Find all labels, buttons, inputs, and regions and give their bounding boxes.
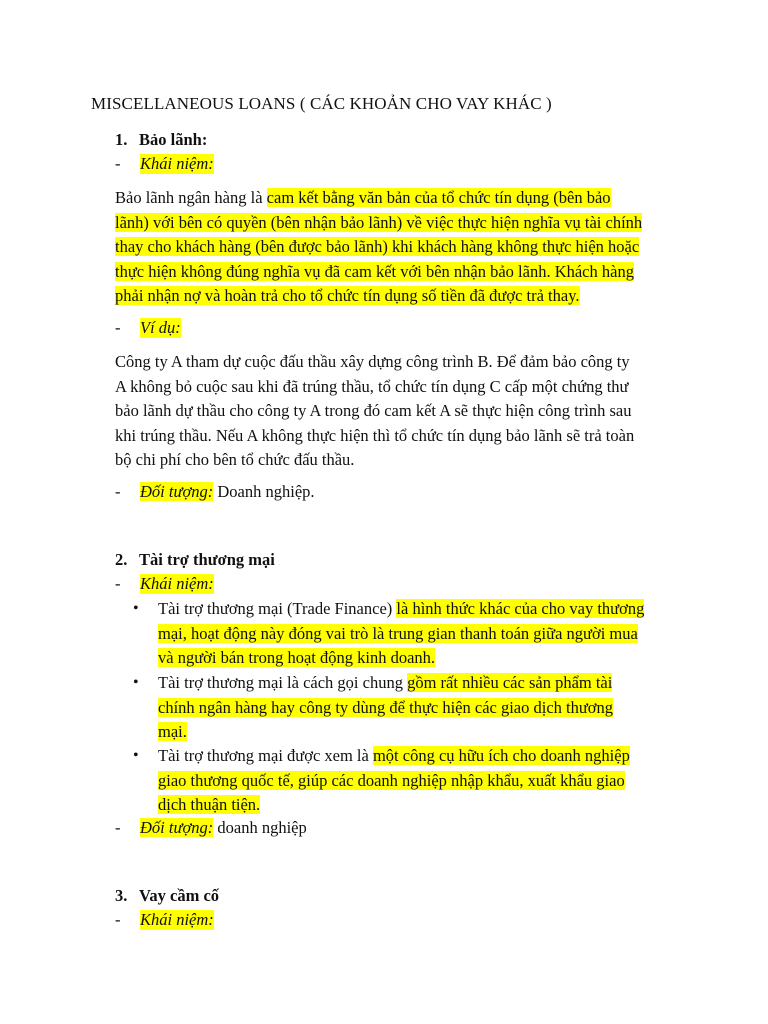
- text-line: [158, 793, 683, 818]
- bullet-icon: •: [133, 674, 139, 691]
- section-title: Bảo lãnh:: [139, 130, 208, 149]
- definition-paragraph: [115, 186, 675, 309]
- highlighted-text: mại, hoạt động này đóng vai trò là trung gian thanh toán giữa người mua: [158, 623, 638, 643]
- text-line: [158, 744, 683, 769]
- text-line: [158, 720, 683, 745]
- text-line: [158, 622, 683, 647]
- text-run: Tài trợ thương mại là cách gọi chung: [158, 673, 408, 692]
- example-paragraph: [115, 350, 675, 473]
- text-line: [115, 284, 675, 309]
- example-label: Ví dụ:: [140, 318, 181, 337]
- highlighted-text: gồm rất nhiều các sản phẩm tài: [407, 673, 613, 692]
- text-line: [158, 597, 683, 622]
- section-number: 1.: [115, 130, 128, 149]
- highlighted-text: thay cho khách hàng (bên được bảo lãnh) khi khách hàng không thực hiện hoặc: [115, 237, 640, 256]
- text-line: [115, 235, 675, 260]
- bullet-icon: •: [133, 600, 139, 617]
- dash-marker: -: [115, 574, 121, 593]
- text-line: [158, 696, 683, 721]
- dash-marker: -: [115, 910, 121, 929]
- bullet-icon: •: [133, 747, 139, 764]
- highlighted-text: là hình thức khác của cho vay thương: [396, 599, 645, 618]
- highlighted-text: chính ngân hàng hay công ty dùng để thực hiện các giao dịch thương: [158, 697, 614, 717]
- text-line: [115, 211, 675, 236]
- text-line: khi trúng thầu. Nếu A không thực hiện thì tổ chức tín dụng bảo lãnh sẽ trả toàn: [115, 425, 635, 445]
- dash-marker: -: [115, 482, 121, 501]
- subject-label: Đối tượng:: [140, 818, 214, 837]
- highlighted-text: lãnh) với bên có quyền (bên nhận bảo lãnh) về việc thực hiện nghĩa vụ tài chính: [115, 212, 643, 232]
- highlighted-text: một công cụ hữu ích cho doanh nghiệp: [372, 746, 630, 765]
- dash-marker: -: [115, 318, 121, 337]
- highlighted-text: mại.: [158, 722, 187, 741]
- section-title: Tài trợ thương mại: [139, 550, 275, 569]
- text-run: Bảo lãnh ngân hàng là: [115, 188, 267, 207]
- concept-label: Khái niệm:: [140, 574, 214, 593]
- section-1-heading: [115, 130, 207, 150]
- section-title: Vay cầm cố: [139, 886, 220, 905]
- text-line: bộ chi phí cho bên tổ chức đấu thầu.: [115, 450, 355, 469]
- subject-value: Doanh nghiệp.: [213, 482, 315, 501]
- highlighted-text: cam kết bằng văn bản của tổ chức tín dụng (bên bảo: [266, 188, 611, 207]
- subject-value: doanh nghiệp: [213, 818, 307, 837]
- highlighted-text: giao thương quốc tế, giúp các doanh nghiệp nhập khẩu, xuất khẩu giao: [158, 770, 625, 790]
- concept-label: Khái niệm:: [140, 154, 214, 173]
- highlighted-text: thực hiện không đúng nghĩa vụ đã cam kết với bên nhận bảo lãnh. Khách hàng: [115, 261, 634, 281]
- text-line: [115, 186, 675, 211]
- highlighted-text: và người bán trong hoạt động kinh doanh.: [158, 648, 436, 667]
- dash-marker: -: [115, 154, 121, 173]
- section-2-heading: [115, 550, 275, 570]
- text-run: Tài trợ thương mại (Trade Finance): [158, 599, 397, 618]
- section-3-heading: [115, 886, 219, 906]
- highlighted-text: phải nhận nợ và hoàn trả cho tổ chức tín dụng số tiền đã được trả thay.: [115, 286, 580, 305]
- text-line: [115, 260, 675, 285]
- concept-label: Khái niệm:: [140, 910, 214, 929]
- text-run: Tài trợ thương mại được xem là: [158, 746, 373, 765]
- highlighted-text: dịch thuận tiện.: [158, 795, 261, 814]
- text-line: [158, 671, 683, 696]
- section-number: 3.: [115, 886, 128, 905]
- text-line: Công ty A tham dự cuộc đấu thầu xây dựng công trình B. Để đảm bảo công ty: [115, 352, 630, 371]
- text-line: [158, 646, 683, 671]
- dash-marker: -: [115, 818, 121, 837]
- text-line: A không bỏ cuộc sau khi đã trúng thầu, tổ chức tín dụng C cấp một chứng thư: [115, 376, 629, 396]
- section-number: 2.: [115, 550, 128, 569]
- document-title: MISCELLANEOUS LOANS ( CÁC KHOẢN CHO VAY KHÁC ): [91, 94, 552, 113]
- text-line: [158, 769, 683, 794]
- text-line: bảo lãnh dự thầu cho công ty A trong đó cam kết A sẽ thực hiện công trình sau: [115, 401, 632, 420]
- subject-label: Đối tượng:: [140, 482, 214, 501]
